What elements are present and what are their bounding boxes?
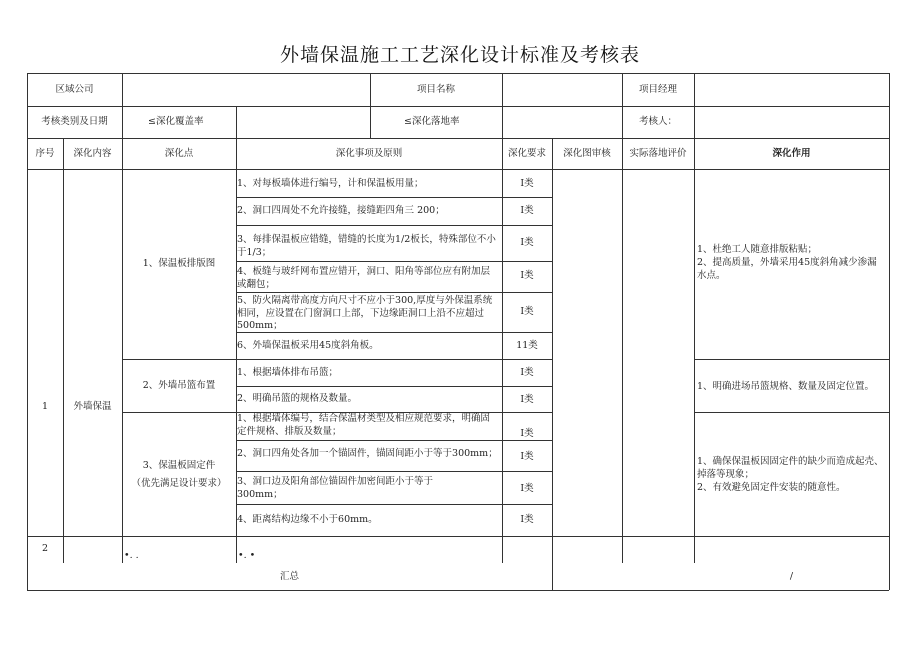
grid-line <box>122 412 236 413</box>
grid-line <box>63 138 64 563</box>
grid-line <box>236 359 552 360</box>
header-effect: 深化作用 <box>772 148 811 159</box>
point-insulation-layout: 1、保温板排版图 <box>142 258 216 269</box>
requirement-1-5: I类 <box>520 306 534 317</box>
category-date-label: 考核类别及日期 <box>41 116 108 127</box>
project-manager-label: 项目经理 <box>638 84 677 95</box>
requirement-2-1: I类 <box>520 367 534 378</box>
header-point: 深化点 <box>164 148 194 159</box>
section1-seq: 1 <box>41 401 49 412</box>
grid-line <box>27 138 889 139</box>
point-gondola-layout: 2、外墙吊篮布置 <box>142 380 216 391</box>
project-name-label: 项目名称 <box>416 84 455 95</box>
grid-line <box>236 261 552 262</box>
grid-line <box>622 138 623 563</box>
point-fastener-line2: （优先满足设计要求） <box>131 478 227 489</box>
requirement-1-3: I类 <box>520 237 534 248</box>
grid-line <box>694 412 889 413</box>
page-title: 外墙保温施工工艺深化设计标准及考核表 <box>279 44 640 66</box>
item-1-5: 5、防火隔离带高度方向尺寸不应小于300,厚度与外保温系统相同，应设置在门窗洞口上部，下边缘距洞口上沿不应超过500mm； <box>237 295 493 331</box>
summary-value: / <box>789 571 794 582</box>
item-1-6: 6、外墙保温板采用45度斜角板。 <box>237 340 379 351</box>
effect-3-line2: 2、有效避免固定件安装的随意性。 <box>697 482 846 493</box>
requirement-3-4: I类 <box>520 514 534 525</box>
grid-line <box>27 73 889 74</box>
grid-line <box>27 536 889 537</box>
effect-1-line1: 1、杜绝工人随意排版粘贴； <box>697 244 818 255</box>
grid-line <box>552 138 553 590</box>
item-2-2: 2、明确吊篮的规格及数量。 <box>237 393 358 404</box>
assessor-label: 考核人： <box>638 116 677 127</box>
item-2-1: 1、根据墙体排布吊篮； <box>237 367 339 378</box>
grid-line <box>236 292 552 293</box>
effect-1-line2: 2、提高质量，外墙采用45度斜角减少渗漏水点。 <box>697 257 877 281</box>
item-3-3: 3、洞口边及阳角部位锚固件加密间距小于等于300mm； <box>237 476 434 500</box>
grid-line <box>236 197 552 198</box>
item-1-2: 2、洞口四周处不允许接缝，接缝距四角三 200； <box>237 205 445 216</box>
item-3-2: 2、洞口四角处各加一个锚固件，锚固间距小于等于300mm； <box>237 448 498 459</box>
section2-items-dots: •. • <box>238 550 256 561</box>
item-3-4: 4、距离结构边缘不小于60mm。 <box>237 514 378 525</box>
effect-2: 1、明确进场吊篮规格、数量及固定位置。 <box>697 381 875 392</box>
grid-line <box>27 169 889 170</box>
grid-line <box>370 73 371 138</box>
header-items: 深化事项及原则 <box>335 148 403 159</box>
grid-line <box>122 359 236 360</box>
header-content: 深化内容 <box>73 148 112 159</box>
landing-rate-label: ≤深化落地率 <box>404 116 460 127</box>
item-1-4: 4、板缝与玻纤网布置应错开，洞口、阳角等部位应有附加层或翻包； <box>237 266 491 290</box>
header-seq: 序号 <box>35 148 55 159</box>
requirement-3-1: I类 <box>520 428 534 439</box>
requirement-1-6: 11类 <box>516 340 538 351</box>
grid-line <box>27 590 889 591</box>
grid-line <box>27 106 889 107</box>
requirement-3-3: I类 <box>520 483 534 494</box>
effect-3-line1: 1、确保保温板因固定件的缺少而造成起壳、掉落等现象； <box>697 456 884 480</box>
requirement-1-1: I类 <box>520 178 534 189</box>
grid-line <box>889 73 890 590</box>
grid-line <box>236 504 552 505</box>
requirement-1-2: I类 <box>520 205 534 216</box>
grid-line <box>694 359 889 360</box>
header-evaluation: 实际落地评价 <box>629 148 687 159</box>
region-company-label: 区域公司 <box>55 84 94 95</box>
requirement-2-2: I类 <box>520 394 534 405</box>
grid-line <box>502 73 503 138</box>
header-requirement: 深化要求 <box>507 148 546 159</box>
coverage-rate-label: ≤深化覆盖率 <box>148 116 204 127</box>
requirement-3-2: I类 <box>520 451 534 462</box>
grid-line <box>236 225 552 226</box>
item-1-3: 3、每排保温板应错缝，错缝的长度为1/2板长，特殊部位不小于1/3； <box>237 234 496 258</box>
section2-point-dots: •. . <box>124 550 139 561</box>
point-fastener-line1: 3、保温板固定件 <box>142 460 216 471</box>
grid-line <box>236 386 552 387</box>
header-drawing-review: 深化图审核 <box>563 148 611 159</box>
summary-label: 汇总 <box>279 571 299 582</box>
grid-line <box>694 73 695 563</box>
item-3-1: 1、根据墙体编号，结合保温材类型及相应规范要求，明确固定件规格、排版及数量； <box>237 413 491 437</box>
item-1-1: 1、对每板墙体进行编号，计和保温板用量； <box>237 178 424 189</box>
requirement-1-4: I类 <box>520 270 534 281</box>
section1-content: 外墙保温 <box>73 401 112 412</box>
section2-seq: 2 <box>41 543 49 554</box>
grid-line <box>236 471 552 472</box>
